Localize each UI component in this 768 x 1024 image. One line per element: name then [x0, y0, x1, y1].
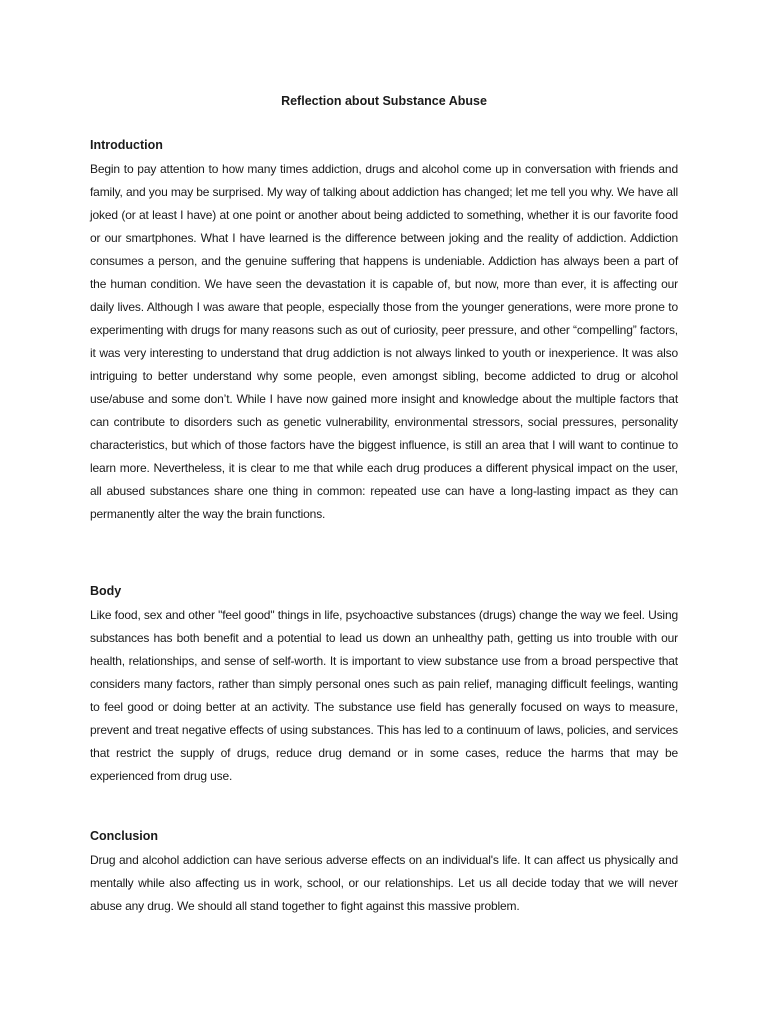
conclusion-paragraph: Drug and alcohol addiction can have serious adverse effects on an individual's life. It can affect us physically and mentally while also affecting us in work, school, or our relationships. Let us all decide today that we will never abuse any drug. We should all stand together to fight against this massive problem. — [90, 853, 678, 913]
body-heading: Body — [90, 584, 122, 598]
introduction-paragraph: Begin to pay attention to how many times addiction, drugs and alcohol come up in conversation with friends and family, and you may be surprised. My way of talking about addiction has changed; let me tell you why. We have all joked (or at least I have) at one point or another about being addicted to something, whether it is our favorite food or our smartphones. What I have learned is the difference between joking and the reality of addiction. Addiction consumes a person, and the genuine suffering that happens is undeniable. Addiction has always been a part of the human condition. We have seen the devastation it is capable of, but now, more than ever, it is affecting our daily lives. Although I was aware that people, especially those from the younger generations, were more prone to experimenting with drugs for many reasons such as out of curiosity, peer pressure, and other “compelling” factors, it was very interesting to understand that drug addiction is not always linked to youth or inexperience. It was also intriguing to better understand why some people, even amongst sibling, become addicted to drug or alcohol use/abuse and some don’t. While I have now gained more insight and knowledge about the multiple factors that can contribute to disorders such as genetic vulnerability, environmental stressors, social pressures, personality characteristics, but which of those factors have the biggest influence, is still an area that I will want to continue to learn more. Nevertheless, it is clear to me that while each drug produces a different physical impact on the user, all abused substances share one thing in common: repeated use can have a long-lasting impact as they can permanently alter the way the brain functions. — [90, 162, 678, 521]
conclusion-heading: Conclusion — [90, 829, 159, 843]
body-section — [90, 583, 678, 788]
conclusion-section — [90, 828, 678, 918]
introduction-heading: Introduction — [90, 138, 163, 152]
body-paragraph: Like food, sex and other "feel good" things in life, psychoactive substances (drugs) change the way we feel. Using substances has both benefit and a potential to lead us down an unhealthy path, getting us into trouble with our health, relationships, and sense of self-worth. It is important to view substance use from a broad perspective that considers many factors, rather than simply personal ones such as pain relief, managing difficult feelings, wanting to feel good or doing better at an activity. The substance use field has generally focused on ways to measure, prevent and treat negative effects of using substances. This has led to a continuum of laws, policies, and services that restrict the supply of drugs, reduce drug demand or in some cases, reduce the harms that may be experienced from drug use. — [90, 608, 678, 783]
introduction-section — [90, 137, 678, 526]
document-title: Reflection about Substance Abuse — [281, 94, 487, 108]
